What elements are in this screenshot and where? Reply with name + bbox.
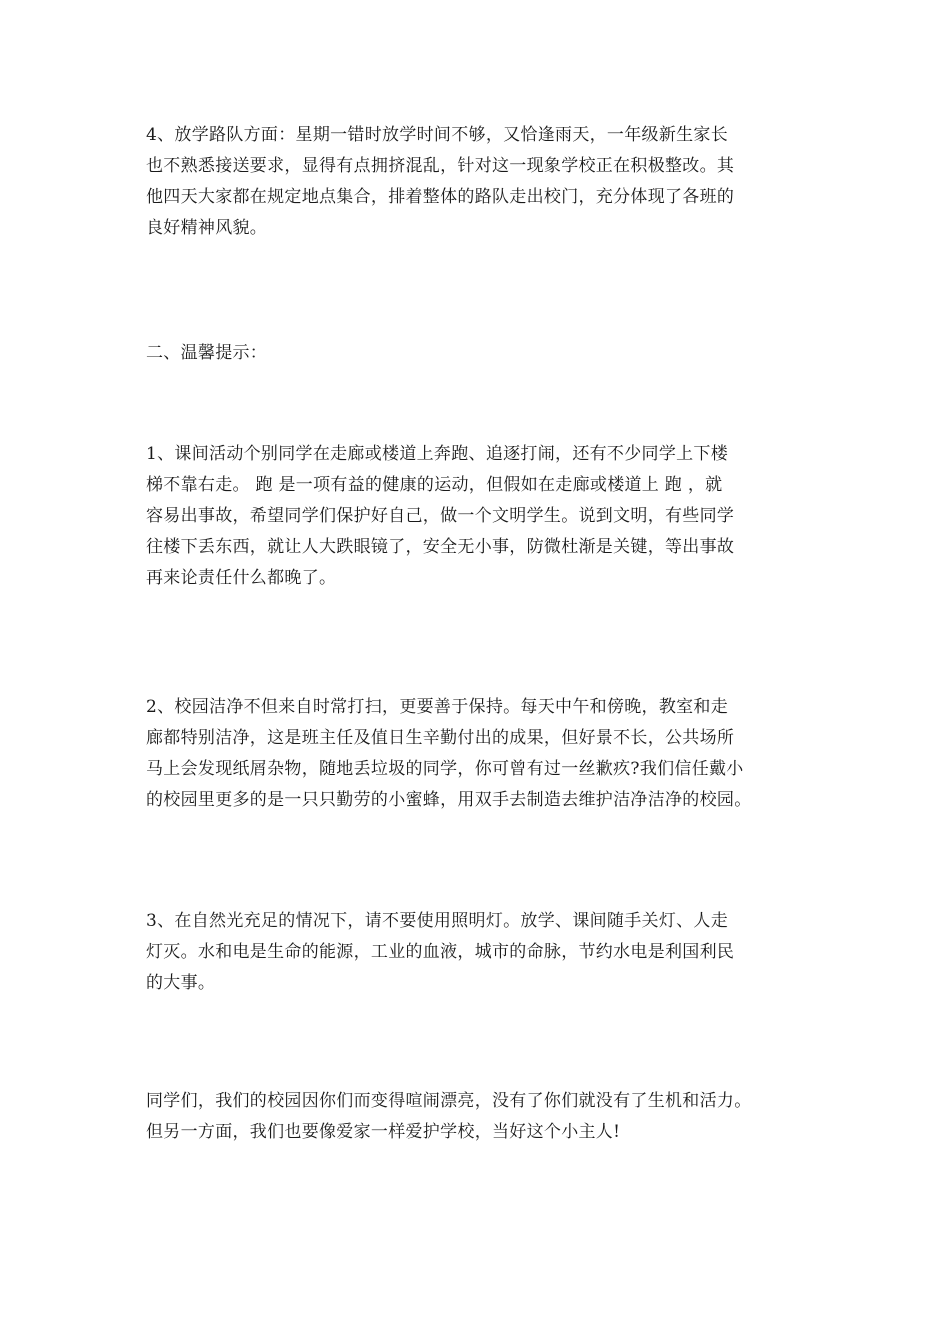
text-line: 良好精神风貌。 (146, 218, 268, 238)
text-line: 再来论责任什么都晚了。 (146, 568, 337, 588)
text-line: 3、在自然光充足的情况下，请不要使用照明灯。放学、课间随手关灯、人走 (146, 911, 729, 931)
text-line: 马上会发现纸屑杂物，随地丢垃圾的同学，你可曾有过一丝歉疚?我们信任戴小 (146, 759, 744, 779)
text-line: 也不熟悉接送要求，显得有点拥挤混乱，针对这一现象学校正在积极整改。其 (146, 156, 735, 176)
section-heading-tips (146, 338, 826, 369)
text-line: 的大事。 (146, 973, 216, 993)
text-line: 的校园里更多的是一只只勤劳的小蜜蜂，用双手去制造去维护洁净洁净的校园。 (146, 790, 752, 810)
paragraph-tip-2 (146, 692, 826, 816)
paragraph-closing (146, 1086, 826, 1148)
paragraph-tip-3 (146, 906, 826, 999)
text-line: 1、课间活动个别同学在走廊或楼道上奔跑、追逐打闹，还有不少同学上下楼 (146, 444, 729, 464)
text-line: 容易出事故，希望同学们保护好自己，做一个文明学生。说到文明，有些同学 (146, 506, 735, 526)
paragraph-dismissal-queue (146, 120, 826, 244)
heading-text: 二、温馨提示： (146, 343, 268, 363)
text-line: 往楼下丢东西，就让人大跌眼镜了，安全无小事，防微杜渐是关键，等出事故 (146, 537, 735, 557)
text-line: 廊都特别洁净，这是班主任及值日生辛勤付出的成果，但好景不长，公共场所 (146, 728, 735, 748)
paragraph-tip-1 (146, 439, 826, 594)
text-line: 他四天大家都在规定地点集合，排着整体的路队走出校门，充分体现了各班的 (146, 187, 735, 207)
text-line: 但另一方面，我们也要像爱家一样爱护学校，当好这个小主人! (146, 1122, 621, 1142)
text-line: 同学们，我们的校园因你们而变得喧闹漂亮，没有了你们就没有了生机和活力。 (146, 1091, 752, 1111)
text-line: 灯灭。水和电是生命的能源，工业的血液，城市的命脉，节约水电是利国利民 (146, 942, 735, 962)
text-line: 2、校园洁净不但来自时常打扫，更要善于保持。每天中午和傍晚，教室和走 (146, 697, 729, 717)
text-line: 梯不靠右走。 跑 是一项有益的健康的运动，但假如在走廊或楼道上 跑 ，就 (146, 475, 723, 495)
text-line: 4、放学路队方面：星期一错时放学时间不够，又恰逢雨天，一年级新生家长 (146, 125, 729, 145)
